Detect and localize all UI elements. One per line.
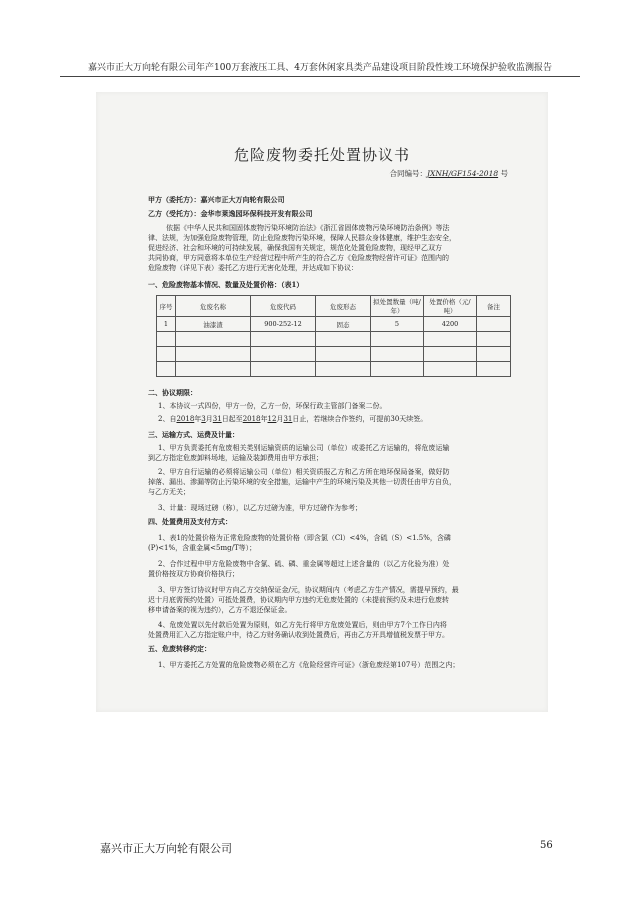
table-cell [424,332,477,347]
section-3-heading: 三、运输方式、运费及计量： [148,430,239,439]
table-cell [477,362,511,377]
clause-text: 2、自 [158,415,177,423]
clause: 处置费用汇入乙方指定账户中，待乙方财务确认收到处置费后，再由乙方开具增值税发票于甲方。 [148,631,449,639]
intro-line: 依据《中华人民共和国固体废物污染环境防治法》《浙江省固体废物污染环境防治条例》等法 [166,224,450,232]
table-cell [424,347,477,362]
table-cell [371,362,424,377]
table-cell [371,332,424,347]
table-cell [316,332,371,347]
clause: 4、危废处置以先付款后处置为原则，如乙方先行将甲方危废处置后，则由甲方7个工作日内将 [158,621,447,629]
clause: 1、表1的处置价格为正常危险废物的处置价格（即含氯（Cl）<4%，含硫（S）<1.5%，含磷 [158,534,451,542]
page-number: 56 [540,840,553,851]
table-cell [424,362,477,377]
intro-line: 危险废物（详见下表）委托乙方进行无害化处理，并达成如下协议： [148,264,358,272]
table-cell [251,362,316,377]
table-header-cell: 处置价格（元/吨） [424,296,477,317]
table-cell [477,347,511,362]
report-header: 嘉兴市正大万向轮有限公司年产100万套液压工具、4万套休闲家具类产品建设项目阶段性竣工环境保护验收监测报告 [88,63,552,73]
clause: 移申请备案的视为违约），乙方不退还保证金。 [148,606,292,614]
party-a: 甲方（委托方）：嘉兴市正大万向轮有限公司 [148,195,285,204]
table-header-cell: 危废名称 [176,296,251,317]
contract-number [390,168,509,179]
end-year: 2018 [242,415,261,423]
table-cell [316,362,371,377]
clause-text: 日止，若继续合作签约，可提前30天续签。 [292,415,428,423]
party-b: 乙方（受托方）：金华市莱逸园环保科技开发有限公司 [148,209,313,218]
table-row [157,332,511,347]
table-header-cell: 拟处置数量（吨/年） [371,296,424,317]
contract-label: 合同编号： [389,169,427,178]
scanned-contract-page [96,92,548,712]
intro-line: 促进经济、社会和环境的可持续发展，确保我国有关规定，规范化处置危险废物，现经甲乙双方 [148,244,442,252]
start-day: 31 [212,415,222,423]
table-row [157,362,511,377]
table-cell [251,332,316,347]
table-row [157,317,511,332]
table-cell: 5 [371,317,424,332]
clause-term [158,414,518,424]
table-cell [176,347,251,362]
clause: 3、甲方签订协议时甲方向乙方交纳保证金/元，协议期间内（考虑乙方生产情况，需提早预约，最 [158,586,459,594]
end-month: 12 [267,415,277,423]
table-cell [316,347,371,362]
table-cell: 油漆渣 [176,317,251,332]
intro-line: 律、法规，为加强危险废物管理，防止危险废物污染环境，保障人民群众身体健康，维护生态安全， [148,234,456,242]
clause: 1、甲方负责委托有危废相关类别运输资质的运输公司（单位）或委托乙方运输的，将危废运输 [158,444,450,452]
footer-company: 嘉兴市正大万向轮有限公司 [100,842,232,855]
clause: 迟十月底需预约处置）可抵处置费，协议期内甲方违约无危废处置的（未提前预约及未进行危废转 [148,596,449,604]
table-cell: 4200 [424,317,477,332]
table-cell [477,317,511,332]
table-header-row [157,296,511,317]
contract-number-value: JXNH/GF154-2018 [427,169,499,178]
clause: 置价格按双方协商价格执行； [148,570,239,578]
contract-suffix: 号 [500,169,508,178]
section-4-heading: 四、处置费用及支付方式： [148,517,232,526]
clause: 与乙方无关； [148,488,190,496]
header-divider [60,76,580,77]
clause-text: 月 [276,415,284,423]
start-month: 3 [201,415,206,423]
table-cell: 1 [157,317,176,332]
table-cell [477,332,511,347]
clause-text: 年 [194,415,202,423]
clause: 掉落、漏出、渗漏等防止污染环境的安全措施，运输中产生的环境污染及其他一切责任由甲方自负， [148,478,456,486]
table-cell [157,347,176,362]
table-header-cell: 危废代码 [251,296,316,317]
table-header-cell: 危废形态 [316,296,371,317]
table-cell [251,347,316,362]
table-cell [157,332,176,347]
clause-text: 月 [205,415,213,423]
clause: 2、甲方自行运输的必须将运输公司（单位）相关资质报乙方和乙方所在地环保局备案，做好防 [158,468,450,476]
table-header-cell: 备注 [477,296,511,317]
table-cell: 固态 [316,317,371,332]
document-title: 危险废物委托处置协议书 [233,146,410,164]
section-1-heading: 一、危险废物基本情况、数量及处置价格：（表1） [148,280,304,289]
waste-table [156,295,511,377]
clause: 1、甲方委托乙方处置的危险废物必须在乙方《危险经营许可证》（浙危废经第107号）范围之内； [158,661,460,669]
table-cell [371,347,424,362]
clause: 到乙方指定危废卸料场地，运输及装卸费用由甲方承担； [148,454,323,462]
clause-text: 年 [260,415,268,423]
end-day: 31 [283,415,293,423]
section-2-heading: 二、协议期限： [148,388,197,397]
clause: 2、合作过程中甲方危险废物中含氯、硫、磷、重金属等超过上述含量的（以乙方化验为准）处 [158,560,450,568]
table-row [157,347,511,362]
clause: 1、本协议一式四份，甲方一份，乙方一份，环保行政主管部门备案二份。 [158,402,387,410]
table-cell: 900-252-12 [251,317,316,332]
table-cell [157,362,176,377]
table-header-cell: 序号 [157,296,176,317]
intro-line: 共同协商，甲方同意将本单位生产经营过程中所产生的符合乙方《危险废物经营许可证》范围内的 [148,254,449,262]
table-cell [176,332,251,347]
clause-text: 日起至 [221,415,243,423]
clause: 3、计量：现场过磅（称），以乙方过磅为准，甲方过磅作为参考； [158,504,362,512]
clause: (P)<1%，含重金属<5mg/T等）； [148,544,257,552]
section-5-heading: 五、危废转移约定： [148,644,211,653]
start-year: 2018 [176,415,195,423]
table-cell [176,362,251,377]
